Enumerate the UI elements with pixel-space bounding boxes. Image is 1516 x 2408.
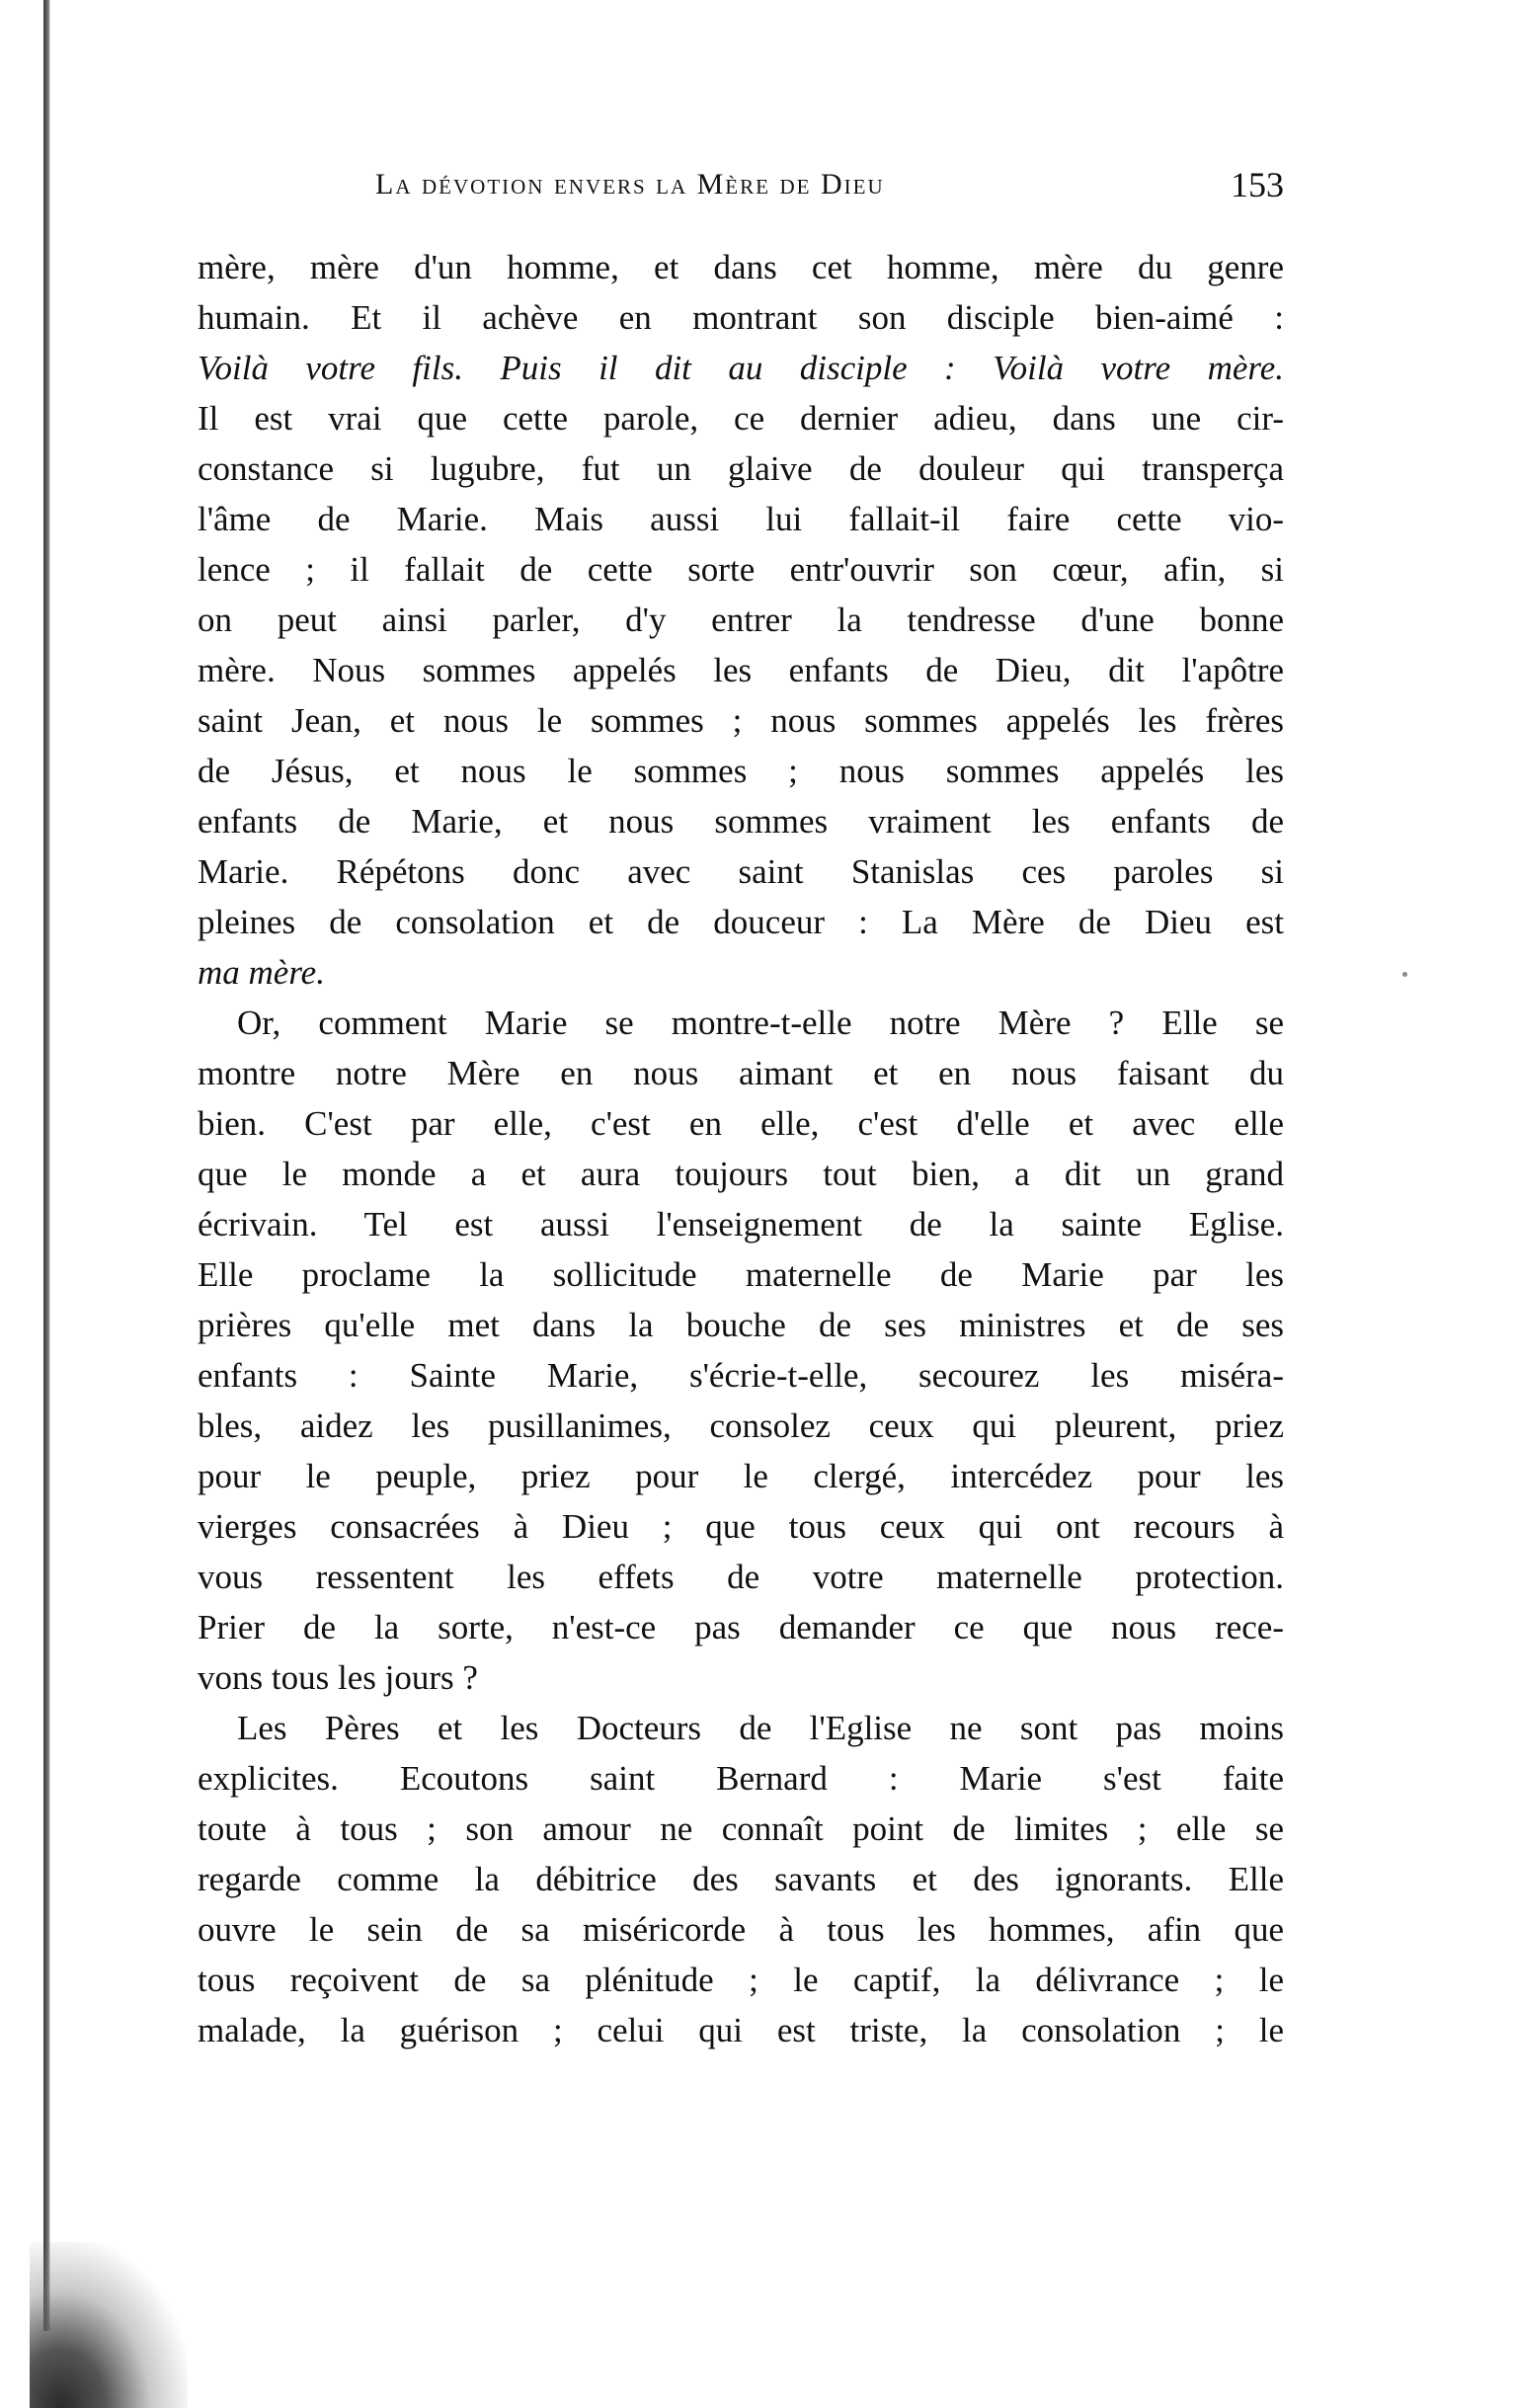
text-line: vierges consacrées à Dieu ; que tous ceux qui ont recours à — [198, 1507, 1284, 1546]
text-line: bles, aidez les pusillanimes, consolez ceux qui pleurent, priez — [198, 1406, 1284, 1445]
running-head — [198, 165, 1284, 217]
text-line: Elle proclame la sollicitude maternelle de Marie par les — [198, 1255, 1284, 1294]
text-line: Il est vrai que cette parole, ce dernier adieu, dans une cir- — [198, 399, 1284, 438]
text-line: toute à tous ; son amour ne connaît point de limites ; elle se — [198, 1809, 1284, 1848]
text-line: l'âme de Marie. Mais aussi lui fallait-il faire cette vio- — [198, 500, 1284, 538]
text-line: que le monde a et aura toujours tout bien, a dit un grand — [198, 1155, 1284, 1193]
text-line: Prier de la sorte, n'est-ce pas demander ce que nous rece- — [198, 1608, 1284, 1646]
text-line: Voilà votre fils. Puis il dit au disciple : Voilà votre mère. — [198, 349, 1284, 387]
text-line: on peut ainsi parler, d'y entrer la tendresse d'une bonne — [198, 601, 1284, 639]
text-line: mère, mère d'un homme, et dans cet homme, mère du genre — [198, 248, 1284, 286]
text-line: vons tous les jours ? — [198, 1658, 478, 1697]
text-line: enfants de Marie, et nous sommes vraiment les enfants de — [198, 802, 1284, 841]
text-line: saint Jean, et nous le sommes ; nous sommes appelés les frères — [198, 701, 1284, 740]
text-line: vous ressentent les effets de votre maternelle protection. — [198, 1558, 1284, 1596]
text-line: écrivain. Tel est aussi l'enseignement de la sainte Eglise. — [198, 1205, 1284, 1244]
text-line: explicites. Ecoutons saint Bernard : Marie s'est faite — [198, 1759, 1284, 1798]
binding-shadow — [30, 2242, 188, 2408]
text-line: prières qu'elle met dans la bouche de ses ministres et de ses — [198, 1306, 1284, 1344]
text-line: ma mère. — [198, 953, 325, 992]
text-line: regarde comme la débitrice des savants et des ignorants. Elle — [198, 1860, 1284, 1898]
page-number: 153 — [1231, 165, 1284, 204]
text-line: constance si lugubre, fut un glaive de douleur qui transperça — [198, 449, 1284, 488]
text-line: tous reçoivent de sa plénitude ; le captif, la délivrance ; le — [198, 1961, 1284, 1999]
text-line: bien. C'est par elle, c'est en elle, c'est d'elle et avec elle — [198, 1104, 1284, 1143]
scan-speck — [1402, 972, 1407, 977]
text-line: mère. Nous sommes appelés les enfants de Dieu, dit l'apôtre — [198, 651, 1284, 689]
text-line: Or, comment Marie se montre-t-elle notre Mère ? Elle se — [237, 1003, 1284, 1042]
text-line: lence ; il fallait de cette sorte entr'ouvrir son cœur, afin, si — [198, 550, 1284, 589]
text-line: enfants : Sainte Marie, s'écrie-t-elle, secourez les miséra- — [198, 1356, 1284, 1395]
text-line: pour le peuple, priez pour le clergé, intercédez pour les — [198, 1457, 1284, 1495]
text-line: montre notre Mère en nous aimant et en nous faisant du — [198, 1054, 1284, 1092]
text-line: Marie. Répétons donc avec saint Stanislas ces paroles si — [198, 852, 1284, 891]
running-title: La dévotion envers la Mère de Dieu — [375, 168, 885, 201]
text-line: ouvre le sein de sa miséricorde à tous les hommes, afin que — [198, 1910, 1284, 1949]
text-line: de Jésus, et nous le sommes ; nous sommes appelés les — [198, 752, 1284, 790]
text-line: humain. Et il achève en montrant son disciple bien-aimé : — [198, 298, 1284, 337]
text-line: pleines de consolation et de douceur : La Mère de Dieu est — [198, 903, 1284, 941]
binding-edge — [43, 0, 50, 2331]
body-text — [198, 242, 1284, 2055]
text-line: malade, la guérison ; celui qui est triste, la consolation ; le — [198, 2011, 1284, 2049]
text-line: Les Pères et les Docteurs de l'Eglise ne sont pas moins — [237, 1709, 1284, 1747]
